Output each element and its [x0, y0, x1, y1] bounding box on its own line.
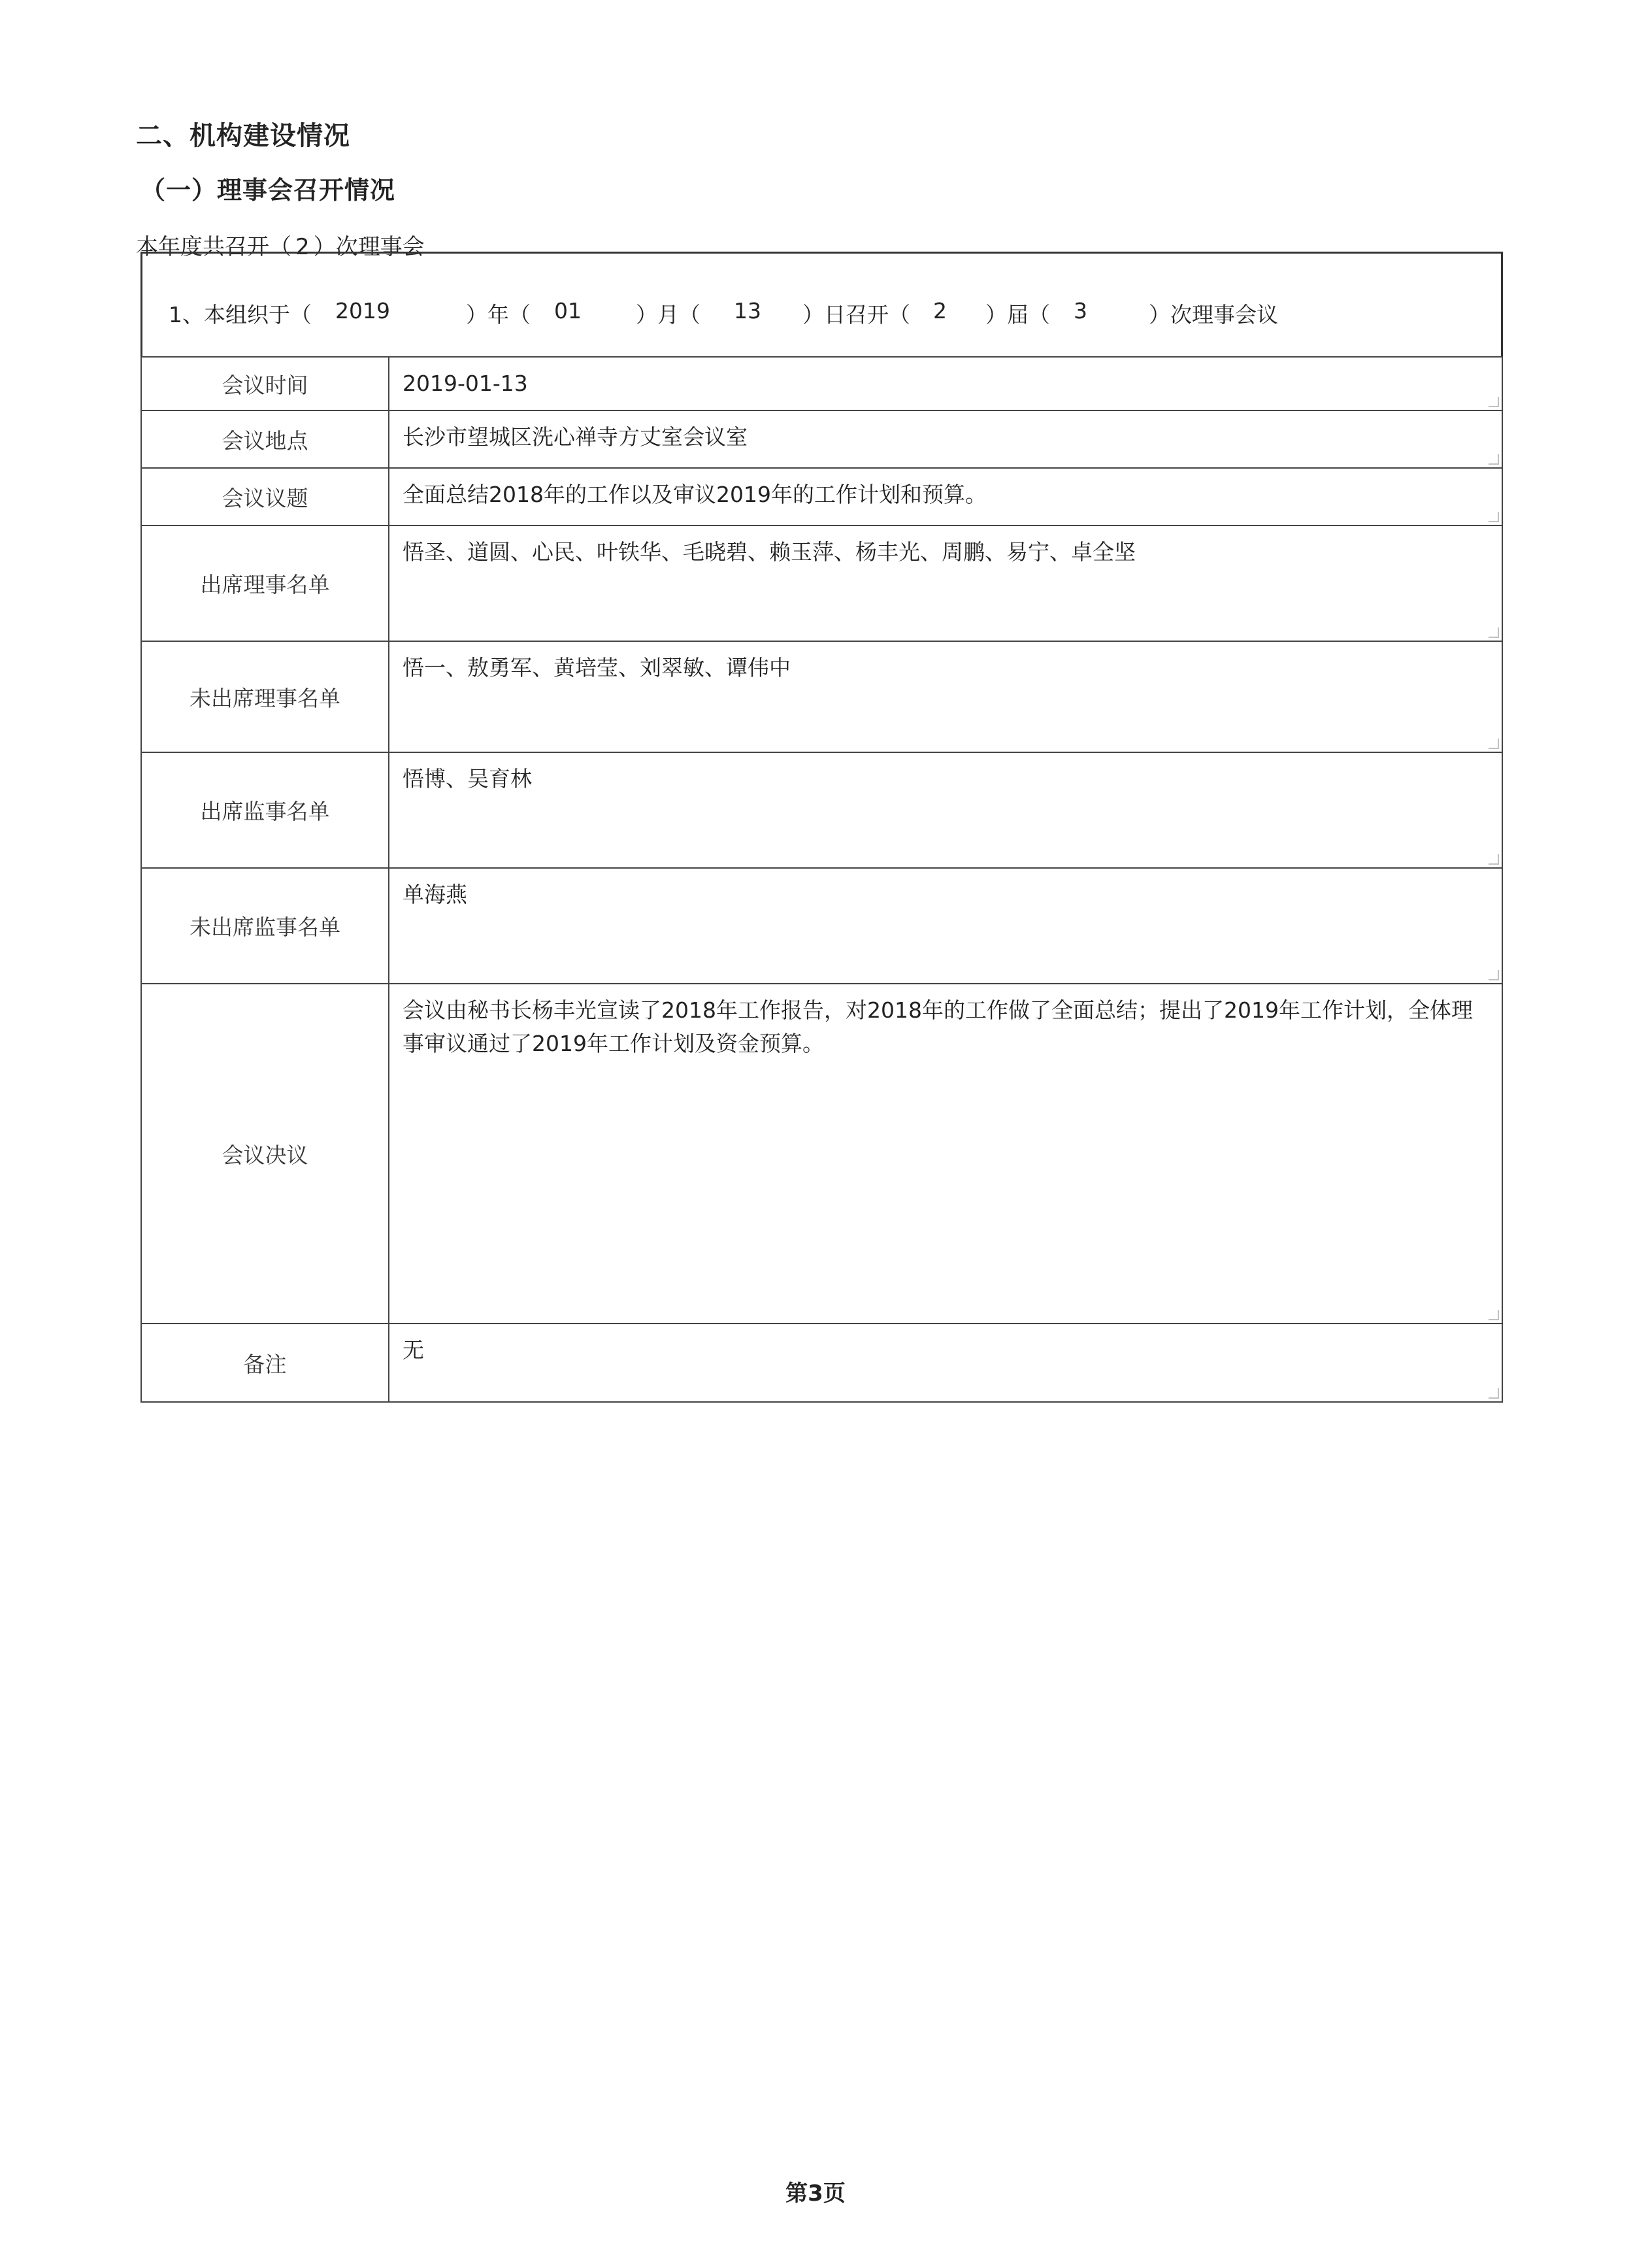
- meeting-location-field[interactable]: [389, 410, 1502, 468]
- meeting-time-field[interactable]: [389, 357, 1502, 410]
- row-label: 会议决议: [141, 984, 389, 1324]
- table-row: [141, 357, 1502, 410]
- meeting-term: 2: [933, 298, 947, 324]
- meeting-term-suffix: ）届（: [985, 302, 1050, 327]
- remarks-field[interactable]: [389, 1324, 1502, 1402]
- attending-supervisors-field[interactable]: [389, 752, 1502, 868]
- meeting-session-suffix: ）次理事会议: [1149, 302, 1278, 327]
- row-label: 未出席理事名单: [141, 641, 389, 752]
- page-number: 第3页: [785, 2180, 846, 2207]
- meeting-resolution-value: 会议由秘书长杨丰光宣读了2018年工作报告，对2018年的工作做了全面总结；提出了2019年工作计划，全体理事审议通过了2019年工作计划及资金预算。: [403, 997, 1473, 1057]
- resize-handle-icon[interactable]: [1489, 627, 1499, 638]
- row-label: 出席理事名单: [141, 525, 389, 641]
- row-label: 会议议题: [141, 468, 389, 525]
- row-label: 会议时间: [141, 357, 389, 410]
- resize-handle-icon[interactable]: [1489, 454, 1499, 465]
- meeting-day: 13: [734, 298, 761, 324]
- resize-handle-icon[interactable]: [1489, 1388, 1499, 1399]
- meeting-day-suffix: ）日召开（: [802, 302, 910, 327]
- meeting-details-table: [140, 356, 1503, 1403]
- table-row: [141, 752, 1502, 868]
- absent-directors-value: 悟一、敖勇军、黄培莹、刘翠敏、谭伟中: [403, 655, 791, 680]
- absent-supervisors-value: 单海燕: [403, 882, 467, 907]
- meeting-time-value: 2019-01-13: [403, 371, 528, 396]
- row-label: 未出席监事名单: [141, 868, 389, 984]
- meeting-year: 2019: [335, 298, 390, 324]
- row-label: 会议地点: [141, 410, 389, 468]
- meeting-year-suffix: ）年（: [466, 302, 531, 327]
- subsection-title: （一）理事会召开情况: [140, 176, 396, 205]
- meeting-month: 01: [554, 298, 582, 324]
- summary-suffix: ）次理事会: [313, 234, 425, 260]
- absent-supervisors-field[interactable]: [389, 868, 1502, 984]
- attending-directors-field[interactable]: [389, 525, 1502, 641]
- meeting-header-box: [140, 252, 1503, 358]
- section-title: 二、机构建设情况: [136, 121, 350, 151]
- meeting-resolution-field[interactable]: [389, 984, 1502, 1324]
- table-row: [141, 1324, 1502, 1402]
- attending-directors-value: 悟圣、道圆、心民、叶铁华、毛晓碧、赖玉萍、杨丰光、周鹏、易宁、卓全坚: [403, 539, 1136, 565]
- table-row: [141, 984, 1502, 1324]
- meeting-topic-value: 全面总结2018年的工作以及审议2019年的工作计划和预算。: [403, 482, 987, 507]
- table-row: [141, 868, 1502, 984]
- table-row: [141, 641, 1502, 752]
- resize-handle-icon[interactable]: [1489, 397, 1499, 407]
- summary-prefix: 本年度共召开（: [136, 234, 291, 260]
- resize-handle-icon[interactable]: [1489, 970, 1499, 980]
- remarks-value: 无: [403, 1337, 424, 1363]
- row-label: 备注: [141, 1324, 389, 1402]
- table-row: [141, 468, 1502, 525]
- attending-supervisors-value: 悟博、吴育林: [403, 766, 532, 792]
- meeting-location-value: 长沙市望城区洗心禅寺方丈室会议室: [403, 424, 748, 450]
- meeting-topic-field[interactable]: [389, 468, 1502, 525]
- meeting-month-suffix: ）月（: [636, 302, 700, 327]
- row-label: 出席监事名单: [141, 752, 389, 868]
- table-row: [141, 410, 1502, 468]
- meeting-item-prefix: 1、本组织于（: [169, 302, 312, 327]
- resize-handle-icon[interactable]: [1489, 739, 1499, 749]
- resize-handle-icon[interactable]: [1489, 854, 1499, 865]
- meeting-count: 2: [295, 234, 310, 260]
- meeting-session: 3: [1074, 298, 1087, 324]
- resize-handle-icon[interactable]: [1489, 1310, 1499, 1320]
- table-row: [141, 525, 1502, 641]
- absent-directors-field[interactable]: [389, 641, 1502, 752]
- resize-handle-icon[interactable]: [1489, 512, 1499, 522]
